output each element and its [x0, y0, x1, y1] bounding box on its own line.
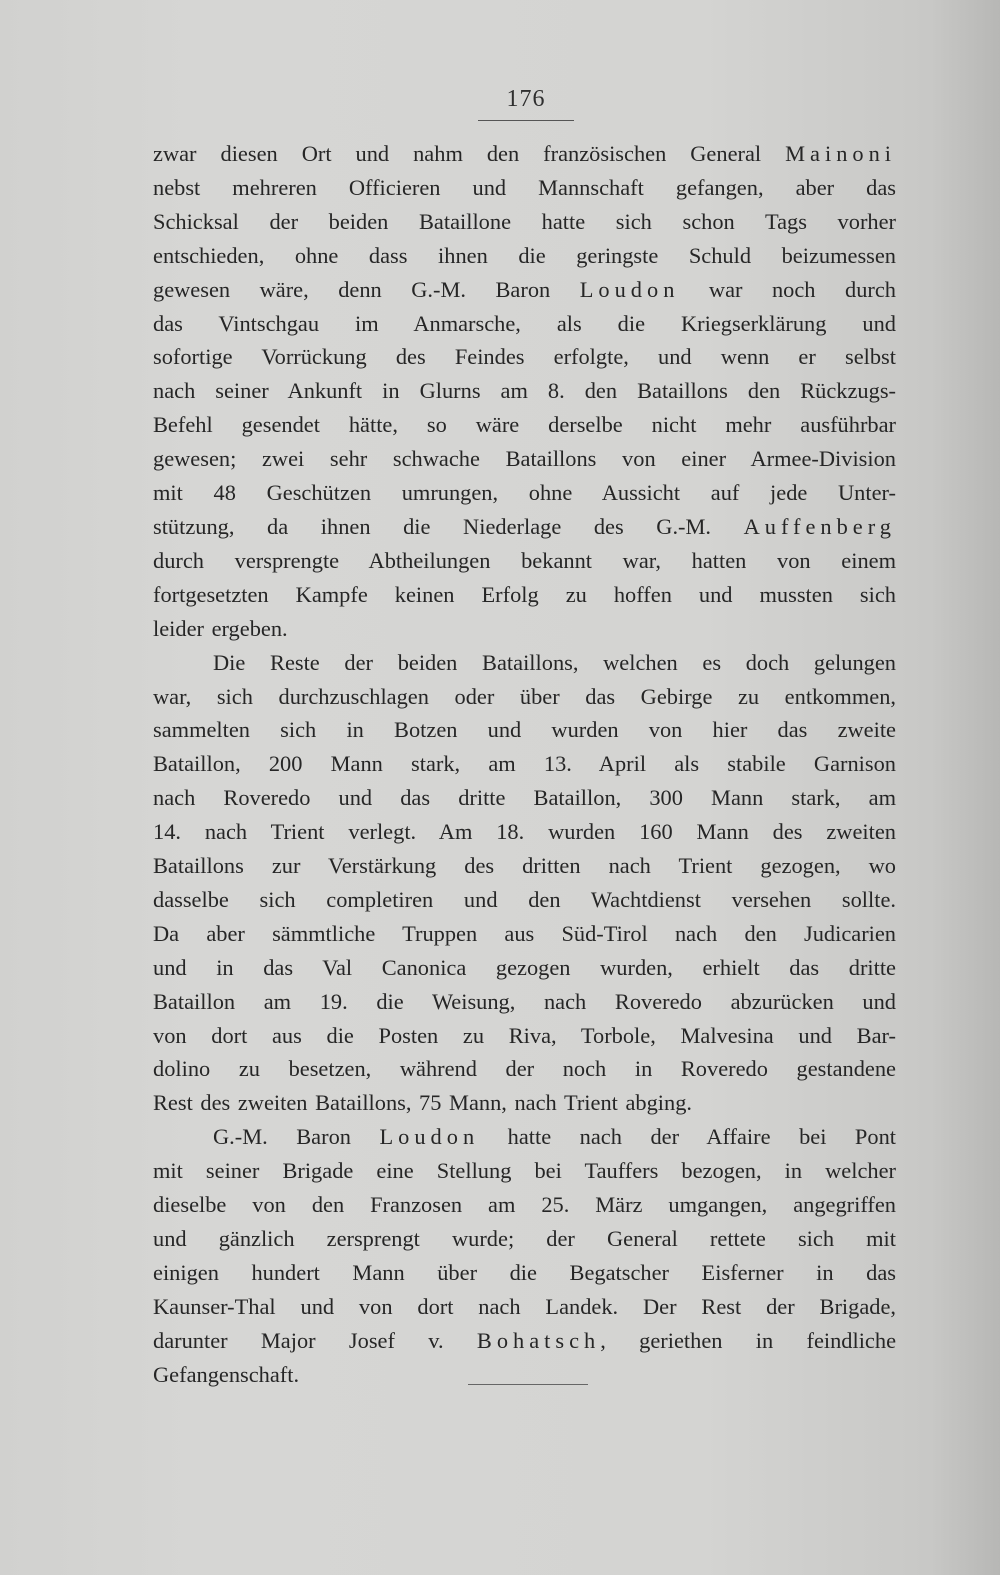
text-line — [153, 340, 896, 374]
spaced-name: Loudon — [379, 1124, 480, 1150]
text-line — [153, 137, 896, 171]
text-segment: Gefangenschaft. — [153, 1361, 300, 1387]
text-segment: mit 48 Geschützen umrungen, ohne Aussicht auf jede Unter- — [153, 480, 896, 506]
spaced-name: Bohatsch — [476, 1327, 601, 1353]
text-line — [153, 849, 896, 883]
text-segment: nebst mehreren Officieren und Mannschaft gefangen, aber das — [153, 174, 896, 200]
text-line — [153, 951, 896, 985]
text-line — [153, 510, 896, 544]
body-text — [153, 137, 896, 1392]
text-line — [153, 781, 896, 815]
text-segment: das Vintschgau im Anmarsche, als die Kriegserklärung und — [153, 310, 896, 336]
text-line — [153, 1052, 896, 1086]
page-number: 176 — [506, 86, 546, 112]
text-segment: fortgesetzten Kampfe keinen Erfolg zu hoffen und mussten sich — [153, 581, 896, 607]
text-line — [153, 408, 896, 442]
spaced-name: Mainoni — [785, 141, 896, 166]
spaced-name: Auffenberg — [743, 513, 896, 539]
text-line — [153, 171, 896, 205]
text-segment: mit seiner Brigade eine Stellung bei Tauffers bezogen, in welcher — [153, 1158, 896, 1184]
text-segment: Kaunser-Thal und von dort nach Landek. Der Rest der Brigade, — [153, 1293, 896, 1319]
text-segment: Schicksal der beiden Bataillone hatte sich schon Tags vorher — [153, 208, 896, 234]
text-segment: Bataillons zur Verstärkung des dritten nach Trient gezogen, wo — [153, 853, 896, 879]
text-segment: dasselbe sich completiren und den Wachtdienst versehen sollte. — [153, 886, 896, 912]
text-segment: Bataillon, 200 Mann stark, am 13. April als stabile Garnison — [153, 751, 896, 777]
text-segment: leider ergeben. — [153, 615, 288, 641]
text-segment: Bataillon am 19. die Weisung, nach Roveredo abzurücken und — [153, 988, 896, 1014]
text-line — [153, 1120, 896, 1154]
text-segment: 14. nach Trient verlegt. Am 18. wurden 160 Mann des zweiten — [153, 819, 896, 845]
text-line — [153, 239, 896, 273]
text-segment: Da aber sämmtliche Truppen aus Süd-Tirol nach den Judicarien — [153, 920, 896, 946]
text-segment: stützung, da ihnen die Niederlage des G.-M. — [153, 513, 744, 539]
text-line — [153, 1086, 896, 1120]
text-line — [153, 1188, 896, 1222]
text-line — [153, 374, 896, 408]
text-segment: entschieden, ohne dass ihnen die geringste Schuld beizumessen — [153, 242, 896, 268]
text-line — [153, 646, 896, 680]
text-line — [153, 985, 896, 1019]
text-segment: und gänzlich zersprengt wurde; der General rettete sich mit — [153, 1226, 896, 1251]
text-segment: hatte nach der Affaire bei Pont — [479, 1124, 896, 1150]
text-line — [153, 1358, 896, 1392]
text-line — [153, 205, 896, 239]
text-line — [153, 1256, 896, 1290]
text-line — [153, 815, 896, 849]
text-segment: Befehl gesendet hätte, so wäre derselbe nicht mehr ausführbar — [153, 412, 896, 438]
text-segment: darunter Major Josef v. — [153, 1327, 477, 1353]
text-line — [153, 476, 896, 510]
text-line — [153, 917, 896, 951]
text-line — [153, 1154, 896, 1188]
text-segment: nach seiner Ankunft in Glurns am 8. den Bataillons den Rückzugs- — [153, 378, 896, 404]
text-line — [153, 680, 896, 714]
text-segment: zwar diesen Ort und nahm den französischen General — [153, 141, 786, 166]
text-segment: Rest des zweiten Bataillons, 75 Mann, nach Trient abging. — [153, 1090, 692, 1116]
text-line — [153, 1324, 896, 1358]
text-line — [153, 612, 896, 646]
spaced-name: Loudon — [579, 276, 680, 302]
text-segment: gewesen wäre, denn G.-M. Baron — [153, 276, 580, 302]
text-segment: von dort aus die Posten zu Riva, Torbole, Malvesina und Bar- — [153, 1022, 896, 1048]
text-line — [153, 883, 896, 917]
text-line — [153, 1290, 896, 1324]
text-segment: sammelten sich in Botzen und wurden von hier das zweite — [153, 717, 896, 743]
text-segment: einigen hundert Mann über die Begatscher Eisferner in das — [153, 1259, 896, 1285]
text-segment: gewesen; zwei sehr schwache Bataillons von einer Armee-Division — [153, 446, 896, 472]
text-segment: dolino zu besetzen, während der noch in Roveredo gestandene — [153, 1056, 896, 1082]
text-line — [153, 1019, 896, 1053]
end-rule — [468, 1384, 588, 1385]
text-line — [153, 713, 896, 747]
text-segment: war, sich durchzuschlagen oder über das Gebirge zu entkommen, — [153, 683, 896, 709]
text-segment: sofortige Vorrückung des Feindes erfolgte, und wenn er selbst — [153, 344, 896, 370]
text-segment: G.-M. Baron — [213, 1124, 380, 1150]
text-line — [153, 544, 896, 578]
text-segment: und in das Val Canonica gezogen wurden, erhielt das dritte — [153, 954, 896, 980]
text-line — [153, 307, 896, 341]
text-segment: nach Roveredo und das dritte Bataillon, 300 Mann stark, am — [153, 785, 896, 811]
text-line — [153, 747, 896, 781]
text-segment: dieselbe von den Franzosen am 25. März umgangen, angegriffen — [153, 1192, 896, 1218]
header-rule — [478, 120, 574, 121]
text-line — [153, 578, 896, 612]
text-line — [153, 1222, 896, 1256]
text-segment: Die Reste der beiden Bataillons, welchen es doch gelungen — [213, 649, 896, 675]
text-segment: , geriethen in feindliche — [600, 1327, 897, 1353]
text-line — [153, 442, 896, 476]
text-segment: durch versprengte Abtheilungen bekannt war, hatten von einem — [153, 547, 896, 573]
text-segment: war noch durch — [679, 276, 896, 302]
text-line — [153, 273, 896, 307]
